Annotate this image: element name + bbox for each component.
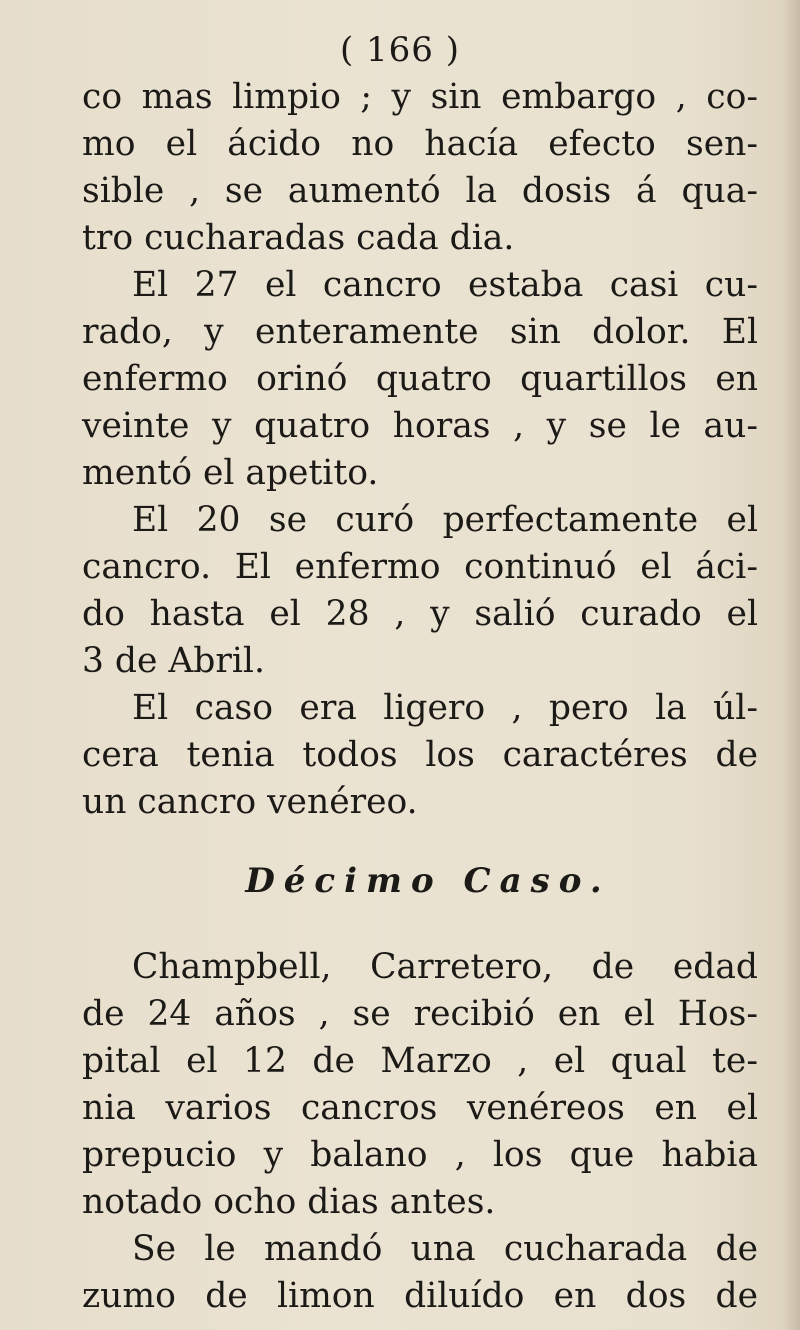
text-line: Se le mandó una cucharada de bbox=[132, 1229, 758, 1269]
paragraph bbox=[82, 1226, 758, 1320]
text-line: enfermo orinó quatro quartillos en bbox=[82, 359, 758, 399]
section-heading: Décimo Caso. bbox=[245, 861, 611, 901]
text-line: Champbell, Carretero, de edad bbox=[132, 947, 758, 987]
text-line: mo el ácido no hacía efecto sen- bbox=[82, 124, 758, 164]
text-line: pital el 12 de Marzo , el qual te- bbox=[82, 1041, 758, 1081]
paragraph bbox=[82, 497, 758, 685]
text-line: 3 de Abril. bbox=[82, 641, 265, 681]
text-line: un cancro venéreo. bbox=[82, 782, 418, 822]
text-line: El 27 el cancro estaba casi cu- bbox=[132, 265, 758, 305]
text-line: notado ocho dias antes. bbox=[82, 1182, 496, 1222]
text-line: mentó el apetito. bbox=[82, 453, 379, 493]
text-line: sible , se aumentó la dosis á qua- bbox=[82, 171, 758, 211]
text-line: tro cucharadas cada dia. bbox=[82, 218, 515, 258]
page-edge-shadow bbox=[782, 0, 800, 1330]
text-line: cera tenia todos los caractéres de bbox=[82, 735, 758, 775]
paragraph bbox=[82, 944, 758, 1226]
text-line: prepucio y balano , los que habia bbox=[82, 1135, 758, 1175]
text-line: rado, y enteramente sin dolor. El bbox=[82, 312, 758, 352]
text-line: El caso era ligero , pero la úl- bbox=[132, 688, 758, 728]
paragraph bbox=[82, 262, 758, 497]
text-line: do hasta el 28 , y salió curado el bbox=[82, 594, 758, 634]
text-line: veinte y quatro horas , y se le au- bbox=[82, 406, 758, 446]
text-line: cancro. El enfermo continuó el áci- bbox=[82, 547, 758, 587]
text-line: zumo de limon diluído en dos de bbox=[82, 1276, 758, 1316]
text-line: de 24 años , se recibió en el Hos- bbox=[82, 994, 758, 1034]
text-line: El 20 se curó perfectamente el bbox=[132, 500, 758, 540]
page-text bbox=[82, 74, 758, 1320]
paragraph bbox=[82, 685, 758, 826]
text-line: co mas limpio ; y sin embargo , co- bbox=[82, 77, 758, 117]
paragraph bbox=[82, 74, 758, 262]
page-number: ( 166 ) bbox=[339, 30, 461, 70]
text-line: nia varios cancros venéreos en el bbox=[82, 1088, 758, 1128]
